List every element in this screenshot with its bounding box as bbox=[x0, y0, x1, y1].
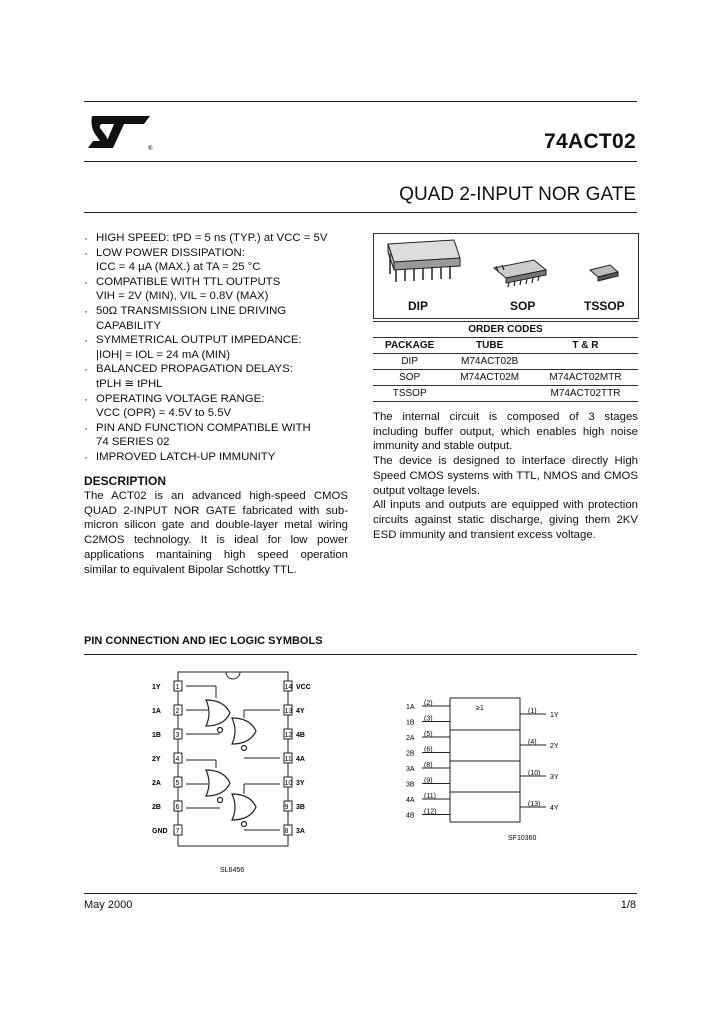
pin-number: 1 bbox=[175, 684, 180, 691]
pin-number: 13 bbox=[284, 708, 293, 715]
pin-number: 5 bbox=[175, 780, 180, 787]
sop-package-image bbox=[494, 260, 546, 287]
input-label: 1A bbox=[406, 704, 415, 711]
table-cell: DIP bbox=[401, 356, 418, 367]
feature-item: VIH = 2V (MIN), VIL = 0.8V (MAX) bbox=[96, 290, 269, 303]
sop-label: SOP bbox=[510, 299, 536, 313]
pin-label: 2Y bbox=[152, 756, 161, 763]
output-label: 1Y bbox=[550, 712, 559, 719]
section-title: PIN CONNECTION AND IEC LOGIC SYMBOLS bbox=[84, 635, 323, 647]
pin-label: GND bbox=[152, 828, 168, 835]
pin-number: 11 bbox=[284, 756, 292, 763]
svg-text:®: ® bbox=[148, 146, 153, 152]
feature-item: · LOW POWER DISSIPATION: bbox=[84, 246, 354, 261]
column-header: T & R bbox=[572, 340, 599, 351]
pin-label: VCC bbox=[296, 684, 311, 691]
pin-diagram-code: SL6456 bbox=[220, 867, 245, 874]
pin-label: 1Y bbox=[152, 684, 161, 691]
table-cell: SOP bbox=[399, 372, 421, 383]
paragraph: The device is designed to interface directly High Speed CMOS systems with TTL, NMOS and CMOS output voltage levels. bbox=[373, 455, 638, 497]
table-cell: M74ACT02B bbox=[461, 356, 519, 367]
order-codes-title: ORDER CODES bbox=[468, 324, 543, 335]
feature-item: · HIGH SPEED: tPD = 5 ns (TYP.) at VCC = 5V bbox=[84, 231, 354, 246]
output-pin-number: (10) bbox=[528, 770, 541, 777]
input-label: 1B bbox=[406, 719, 415, 727]
pin-number: 6 bbox=[175, 804, 180, 811]
pin-number: 3 bbox=[175, 732, 180, 739]
description-heading: DESCRIPTION bbox=[84, 474, 167, 488]
pin-label: 4Y bbox=[296, 708, 305, 715]
pin-label: 2A bbox=[152, 780, 161, 787]
input-label: 3A bbox=[406, 766, 415, 773]
st-logo bbox=[86, 110, 156, 154]
table-cell: M74ACT02MTR bbox=[549, 372, 622, 383]
input-label: 2B bbox=[406, 750, 415, 758]
footer-date: May 2000 bbox=[84, 899, 133, 911]
output-pin-number: (4) bbox=[528, 739, 537, 746]
input-label: 4B bbox=[406, 812, 415, 820]
feature-list bbox=[84, 231, 354, 465]
pin-label: 1A bbox=[152, 708, 161, 715]
pin-number: 14 bbox=[284, 684, 293, 691]
feature-item: · COMPATIBLE WITH TTL OUTPUTS bbox=[84, 275, 354, 290]
pin-label: 3B bbox=[296, 804, 305, 811]
table-cell bbox=[533, 354, 638, 370]
input-label: 4A bbox=[406, 797, 415, 804]
input-pin-number: (8) bbox=[424, 762, 433, 769]
pin-label: 1B bbox=[152, 732, 161, 739]
pin-number: 9 bbox=[284, 804, 289, 811]
pin-number: 2 bbox=[175, 708, 180, 715]
dip-package-image bbox=[388, 240, 460, 282]
input-pin-number: (3) bbox=[424, 715, 433, 723]
pin-number: 4 bbox=[175, 756, 180, 763]
feature-item: CAPABILITY bbox=[96, 319, 161, 332]
pin-number: 10 bbox=[284, 780, 293, 787]
dip-label: DIP bbox=[408, 299, 429, 313]
output-label: 4Y bbox=[550, 805, 559, 812]
feature-item: 74 SERIES 02 bbox=[96, 436, 170, 449]
feature-item: VCC (OPR) = 4.5V to 5.5V bbox=[96, 407, 232, 420]
feature-item: |IOH| = IOL = 24 mA (MIN) bbox=[96, 348, 230, 361]
feature-item: · PIN AND FUNCTION COMPATIBLE WITH bbox=[84, 421, 354, 436]
input-pin-number: (6) bbox=[424, 746, 433, 754]
table-row bbox=[373, 370, 638, 386]
pin-label: 3A bbox=[296, 828, 305, 835]
tssop-label: TSSOP bbox=[584, 299, 625, 313]
description-body: The ACT02 is an advanced high-speed CMOS QUAD 2-INPUT NOR GATE fabricated with sub-micron silicon gate and double-layer metal wiring C2MOS technology. It is ideal for low power applications mantaining high speed operation similar to equivalent Bipolar Schottky TTL. bbox=[84, 490, 348, 576]
pin-label: 3Y bbox=[296, 780, 305, 787]
feature-item: · IMPROVED LATCH-UP IMMUNITY bbox=[84, 450, 354, 465]
feature-item: tPLH ≅ tPHL bbox=[96, 377, 163, 390]
input-pin-number: (2) bbox=[424, 700, 433, 707]
tssop-package-image bbox=[590, 265, 618, 281]
input-label: 2A bbox=[406, 735, 415, 742]
feature-item: · SYMMETRICAL OUTPUT IMPEDANCE: bbox=[84, 333, 354, 348]
output-label: 3Y bbox=[550, 774, 559, 781]
iec-code: SF10360 bbox=[508, 835, 537, 842]
column-header: TUBE bbox=[476, 340, 504, 351]
package-images bbox=[373, 233, 639, 319]
pin-number: 8 bbox=[284, 828, 289, 835]
table-cell: M74ACT02M bbox=[460, 372, 520, 383]
table-cell: TSSOP bbox=[392, 388, 427, 399]
footer-page: 1/8 bbox=[620, 899, 636, 911]
feature-item: · OPERATING VOLTAGE RANGE: bbox=[84, 392, 354, 407]
feature-item: ICC = 4 µA (MAX.) at TA = 25 °C bbox=[96, 261, 261, 274]
iec-function-symbol: ≥1 bbox=[476, 705, 484, 712]
table-cell bbox=[446, 386, 533, 402]
output-pin-number: (1) bbox=[528, 708, 537, 715]
order-codes-table bbox=[373, 321, 638, 402]
input-pin-number: (12) bbox=[424, 808, 437, 816]
table-cell: M74ACT02TTR bbox=[550, 388, 621, 399]
output-label: 2Y bbox=[550, 743, 559, 750]
pin-number: 7 bbox=[175, 828, 180, 835]
feature-item: · BALANCED PROPAGATION DELAYS: bbox=[84, 362, 354, 377]
paragraph: All inputs and outputs are equipped with protection circuits against static discharge, giving them 2KV ESD immunity and transient excess voltage. bbox=[373, 499, 638, 541]
feature-item: · 50Ω TRANSMISSION LINE DRIVING bbox=[84, 304, 354, 319]
table-row bbox=[373, 354, 638, 370]
input-label: 3B bbox=[406, 781, 415, 789]
paragraph: The internal circuit is composed of 3 stages including buffer output, which enables high noise immunity and stable output. bbox=[373, 411, 638, 453]
pin-connection-diagram bbox=[150, 668, 320, 878]
document-title: QUAD 2-INPUT NOR GATE bbox=[399, 184, 636, 205]
part-number: 74ACT02 bbox=[544, 130, 636, 153]
output-pin-number: (13) bbox=[528, 801, 541, 808]
input-pin-number: (11) bbox=[424, 793, 436, 800]
pin-label: 2B bbox=[152, 804, 161, 811]
table-row bbox=[373, 386, 638, 402]
iec-logic-symbol bbox=[400, 690, 580, 850]
circuit-description bbox=[373, 410, 638, 542]
pin-label: 4A bbox=[296, 756, 305, 763]
input-pin-number: (5) bbox=[424, 731, 433, 738]
column-header: PACKAGE bbox=[385, 340, 435, 351]
pin-label: 4B bbox=[296, 732, 305, 739]
input-pin-number: (9) bbox=[424, 777, 433, 785]
pin-number: 12 bbox=[284, 732, 293, 739]
